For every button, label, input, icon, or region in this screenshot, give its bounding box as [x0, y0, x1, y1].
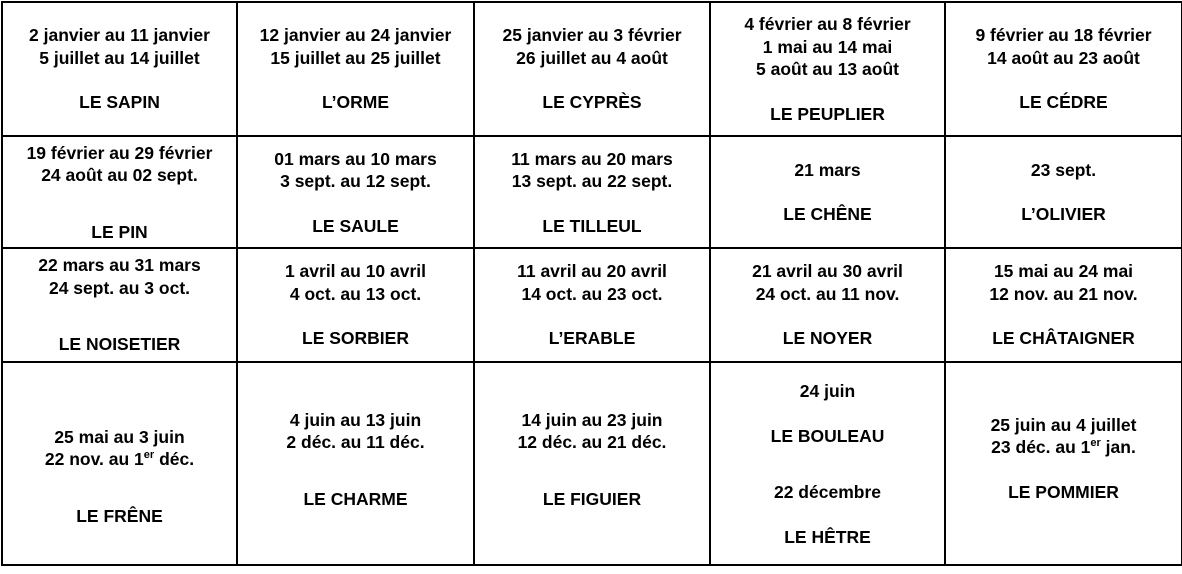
tree-cell	[2, 136, 237, 248]
tree-cell	[2, 248, 237, 361]
tree-cell	[237, 136, 474, 248]
table-row	[2, 248, 1182, 361]
table-row	[2, 2, 1182, 136]
tree-cell	[237, 362, 474, 565]
tree-name: LE PIN	[91, 221, 148, 242]
date-range: 21 mars	[794, 159, 861, 180]
date-range: 21 avril au 30 avril	[752, 261, 903, 282]
tree-name: LE CYPRÈS	[542, 92, 642, 113]
date-range: 24 sept. au 3 oct.	[48, 277, 191, 298]
tree-cell	[945, 2, 1182, 136]
table-row	[2, 136, 1182, 248]
date-range: 2 janvier au 11 janvier	[29, 25, 210, 46]
tree-name: LE NOYER	[782, 328, 873, 349]
tree-name: L’ERABLE	[548, 328, 636, 349]
tree-name: L’ORME	[321, 92, 390, 113]
tree-name: L’OLIVIER	[1021, 204, 1106, 225]
tree-cell	[2, 362, 237, 565]
date-range: 11 mars au 20 mars	[511, 148, 673, 169]
tree-name: LE TILLEUL	[542, 215, 642, 236]
tree-cell	[945, 248, 1182, 361]
tree-name: LE CHÂTAIGNER	[992, 328, 1135, 349]
tree-name: LE PEUPLIER	[770, 103, 885, 124]
date-range: 4 juin au 13 juin	[289, 409, 422, 430]
date-range: 25 mai au 3 juin	[54, 426, 185, 447]
tree-name: LE SORBIER	[302, 328, 409, 349]
tree-cell	[474, 2, 710, 136]
tree-name: LE NOISETIER	[58, 334, 181, 355]
tree-cell	[474, 136, 710, 248]
tree-cell	[710, 362, 945, 565]
date-range: 01 mars au 10 mars	[274, 148, 437, 169]
date-range: 12 déc. au 21 déc.	[517, 432, 667, 453]
date-range: 23 déc. au 1er jan.	[991, 437, 1136, 458]
date-label: 24 juin	[799, 381, 856, 402]
date-range: 11 avril au 20 avril	[517, 261, 667, 282]
tree-name: LE BOULEAU	[770, 425, 885, 446]
tree-name: LE FRÊNE	[76, 505, 163, 526]
date-range: 5 août au 13 août	[756, 59, 899, 80]
tree-cell	[2, 2, 237, 136]
tree-name: LE SAULE	[312, 215, 399, 236]
date-range: 22 nov. au 1er déc.	[44, 449, 195, 470]
date-range: 19 février au 29 février	[26, 142, 213, 163]
date-range: 9 février au 18 février	[975, 25, 1152, 46]
tree-name: LE CHARME	[303, 488, 408, 509]
tree-name: LE POMMIER	[1008, 481, 1119, 502]
date-range: 12 janvier au 24 janvier	[259, 25, 452, 46]
date-range: 15 juillet au 25 juillet	[270, 47, 441, 68]
tree-name: LE CHÊNE	[783, 204, 872, 225]
date-range: 25 janvier au 3 février	[502, 25, 682, 46]
tree-name: LE FIGUIER	[542, 488, 642, 509]
date-range: 14 août au 23 août	[987, 47, 1140, 68]
date-range: 3 sept. au 12 sept.	[280, 171, 431, 192]
date-range: 1 mai au 14 mai	[762, 36, 893, 57]
date-range: 13 sept. au 22 sept.	[511, 171, 673, 192]
tree-cell	[945, 136, 1182, 248]
tree-cell	[237, 248, 474, 361]
tree-name: LE SAPIN	[79, 92, 160, 113]
date-range: 14 oct. au 23 oct.	[521, 283, 663, 304]
date-range: 12 nov. au 21 nov.	[989, 283, 1138, 304]
tree-cell	[474, 248, 710, 361]
date-range: 4 février au 8 février	[744, 14, 911, 35]
date-range: 24 oct. au 11 nov.	[755, 283, 900, 304]
tree-name: LE CÉDRE	[1019, 92, 1108, 113]
date-range: 4 oct. au 13 oct.	[289, 283, 422, 304]
table-row	[2, 362, 1182, 565]
date-range: 5 juillet au 14 juillet	[39, 47, 200, 68]
date-range: 24 août au 02 sept.	[41, 165, 198, 186]
tree-cell	[945, 362, 1182, 565]
celtic-tree-calendar-table	[1, 1, 1182, 566]
tree-cell	[474, 362, 710, 565]
date-range: 25 juin au 4 juillet	[990, 414, 1137, 435]
date-range: 22 mars au 31 mars	[38, 255, 201, 276]
date-range: 23 sept.	[1030, 159, 1097, 180]
date-range: 14 juin au 23 juin	[521, 409, 663, 430]
tree-cell	[710, 248, 945, 361]
date-range: 15 mai au 24 mai	[993, 261, 1134, 282]
date-range: 2 déc. au 11 déc.	[286, 432, 425, 453]
tree-cell	[710, 136, 945, 248]
tree-name: LE HÊTRE	[784, 526, 871, 547]
tree-cell	[237, 2, 474, 136]
date-range: 1 avril au 10 avril	[284, 261, 427, 282]
date-label: 22 décembre	[773, 482, 881, 503]
tree-cell	[710, 2, 945, 136]
date-range: 26 juillet au 4 août	[516, 47, 668, 68]
